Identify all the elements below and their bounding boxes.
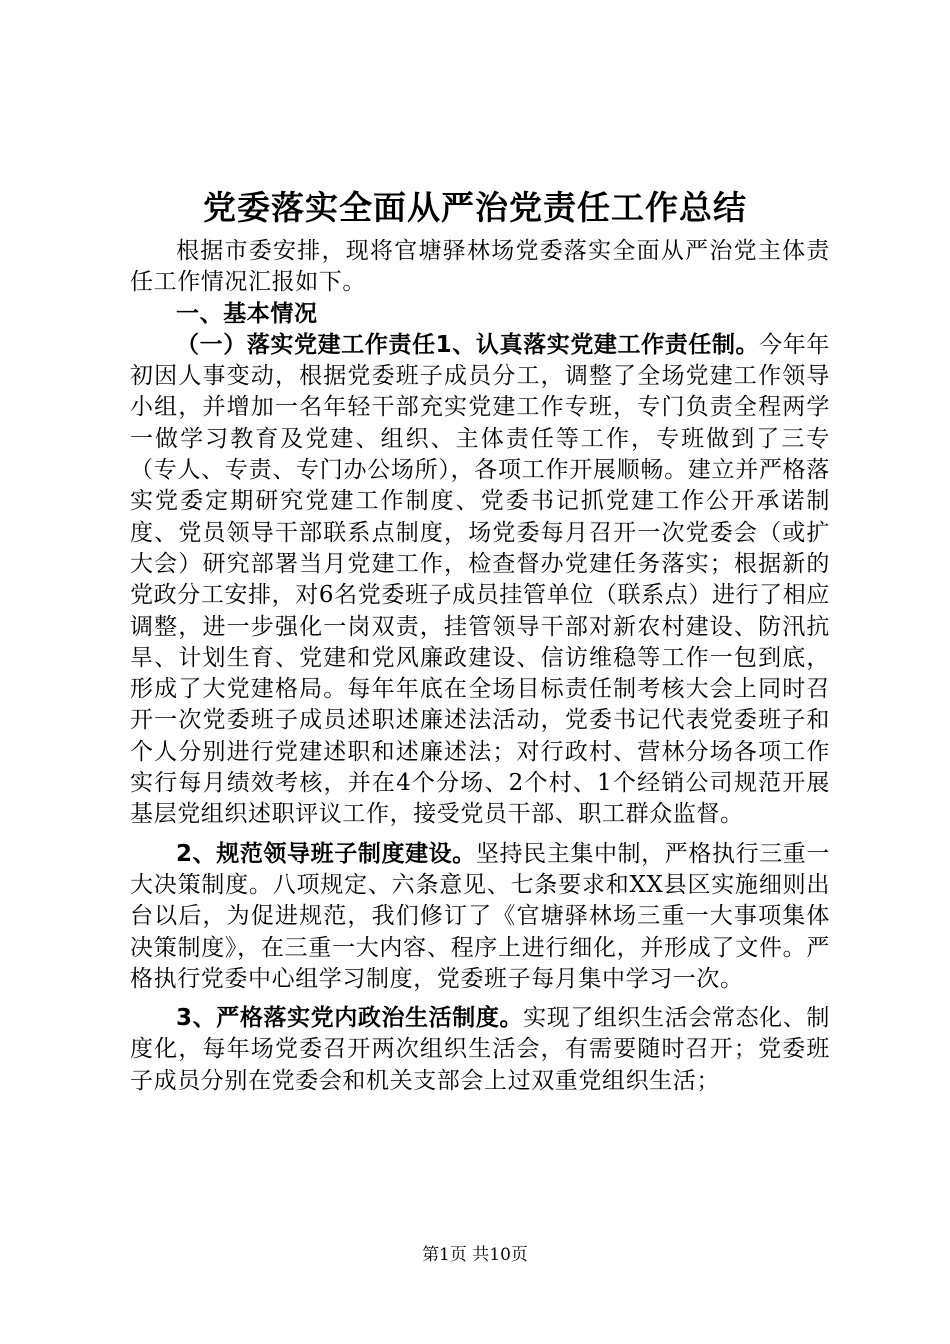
section-heading-basic: 一、基本情况 [176, 300, 318, 327]
item3-paragraph [130, 1003, 830, 1097]
intro-paragraph: 根据市委安排，现将官塘驿林场党委落实全面从严治党主体责任工作情况汇报如下。 [130, 238, 830, 296]
item2-lead: 2、规范领导班子制度建设。 [176, 840, 476, 867]
item1-lead: 1、认真落实党建工作责任制。 [435, 331, 760, 358]
document-body [130, 236, 830, 1097]
item2-body: 坚持民主集中制，严格执行三重一大决策制度。八项规定、六条意见、七条要求和XX县区实施细则出台以后，为促进规范，我们修订了《官塘驿林场三重一大事项集体决策制度》，在三重一大内容、程序上进行细化，并形成了文件。严格执行党委中心组学习制度，党委班子每月集中学习一次。 [130, 840, 831, 992]
item3-body: 实现了组织生活会常态化、制度化，每年场党委召开两次组织生活会，有需要随时召开；党委班子成员分别在党委会和机关支部会上过双重党组织生活； [130, 1005, 830, 1094]
document-title: 党委落实全面从严治党责任工作总结 [203, 188, 747, 227]
item3-lead: 3、严格落实党内政治生活制度。 [176, 1005, 524, 1032]
item2-paragraph [130, 839, 830, 995]
page-footer: 第1页 共10页 [422, 1245, 528, 1265]
item1-body: 今年年初因人事变动，根据党委班子成员分工，调整了全场党建工作领导小组，并增加一名年轻干部充实党建工作专班，专门负责全程两学一做学习教育及党建、组织、主体责任等工作，专班做到了三专（专人、专责、专门办公场所），各项工作开展顺畅。建立并严格落实党委定期研究党建工作制度、党委书记抓党建工作公开承诺制度、党员领导干部联系点制度，场党委每月召开一次党委会（或扩大会）研究部署当月党建工作，检查督办党建任务落实；根据新的党政分工安排，对6名党委班子成员挂管单位（联系点）进行了相应调整，进一步强化一岗双责，挂管领导干部对新农村建设、防汛抗旱、计划生育、党建和党风廉政建设、信访维稳等工作一包到底，形成了大党建格局。每年年底在全场目标责任制考核大会上同时召开一次党委班子成员述职述廉述法活动，党委书记代表党委班子和个人分别进行党建述职和述廉述法；对行政村、营林分场各项工作实行每月绩效考核，并在4个分场、2个村、1个经销公司规范开展基层党组织述职评议工作，接受党员干部、职工群众监督。 [130, 331, 830, 828]
sub1-heading: （一）落实党建工作责任 [176, 331, 436, 358]
item1-paragraph [130, 330, 830, 831]
